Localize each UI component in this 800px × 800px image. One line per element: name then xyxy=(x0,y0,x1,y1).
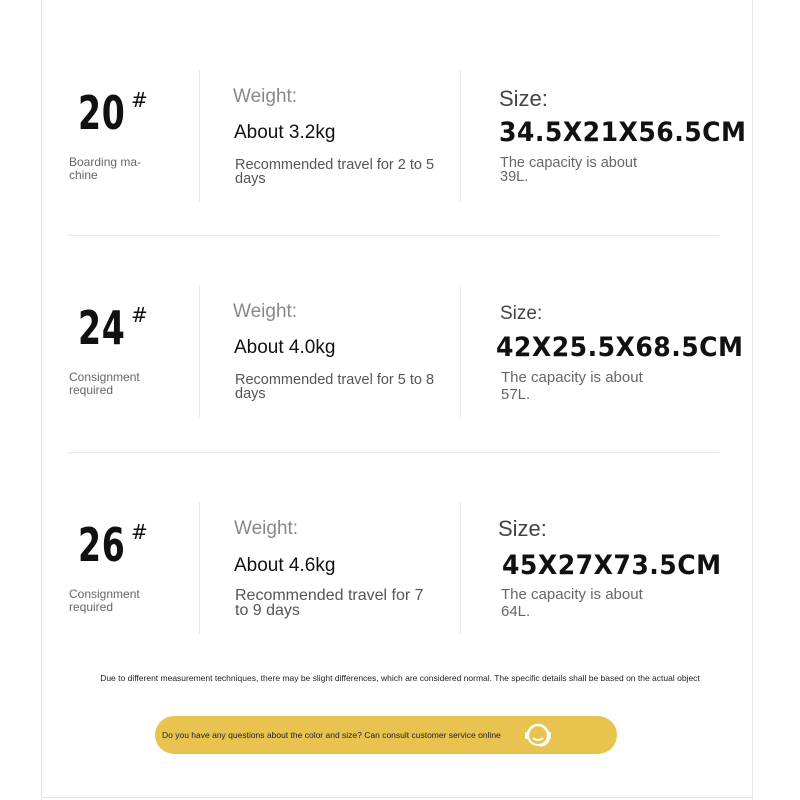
size-number: 24 xyxy=(78,301,126,355)
consult-text: Do you have any questions about the color and size? Can consult customer service online xyxy=(162,730,501,740)
size-number: 20 xyxy=(78,86,126,140)
dimensions: 45X27X73.5CM xyxy=(502,550,722,581)
size-note: Boarding ma-chine xyxy=(69,155,142,182)
column-divider xyxy=(460,502,461,634)
size-row-26 xyxy=(0,502,800,642)
weight-value: About 4.0kg xyxy=(234,337,336,358)
size-hash: # xyxy=(131,520,148,544)
capacity: The capacity is about 39L. xyxy=(500,155,638,185)
travel-recommendation: Recommended travel for 5 to 8 days xyxy=(235,372,435,402)
size-row-24 xyxy=(0,285,800,425)
size-label: Size: xyxy=(500,303,543,324)
weight-label: Weight: xyxy=(233,301,298,322)
weight-label: Weight: xyxy=(234,518,299,539)
size-note: Consignment required xyxy=(69,370,140,397)
row-divider xyxy=(68,235,719,236)
weight-value: About 3.2kg xyxy=(234,122,336,143)
size-hash: # xyxy=(131,303,148,327)
measurement-disclaimer: Due to different measurement techniques, there may be slight differences, which are considered normal. The specific details shall be based on the actual object xyxy=(100,673,700,683)
capacity: The capacity is about 64L. xyxy=(501,586,643,620)
size-note: Consignment required xyxy=(69,587,140,614)
column-divider xyxy=(199,70,200,202)
size-row-20 xyxy=(0,70,800,210)
capacity: The capacity is about 57L. xyxy=(501,369,643,403)
weight-label: Weight: xyxy=(233,86,298,107)
weight-value: About 4.6kg xyxy=(234,555,336,576)
column-divider xyxy=(460,70,461,202)
size-number: 26 xyxy=(78,518,126,572)
frame-bottom-border xyxy=(41,797,753,798)
travel-recommendation: Recommended travel for 2 to 5 days xyxy=(235,157,435,187)
column-divider xyxy=(199,502,200,634)
dimensions: 42X25.5X68.5CM xyxy=(496,332,744,363)
travel-recommendation: Recommended travel for 7 to 9 days xyxy=(235,587,424,619)
customer-service-icon[interactable] xyxy=(522,721,554,749)
size-label: Size: xyxy=(499,86,548,111)
column-divider xyxy=(199,285,200,417)
size-label: Size: xyxy=(498,516,547,541)
size-hash: # xyxy=(131,88,148,112)
row-divider xyxy=(68,452,719,453)
consult-customer-service-bar[interactable] xyxy=(155,716,617,754)
column-divider xyxy=(460,285,461,417)
dimensions: 34.5X21X56.5CM xyxy=(499,117,747,148)
